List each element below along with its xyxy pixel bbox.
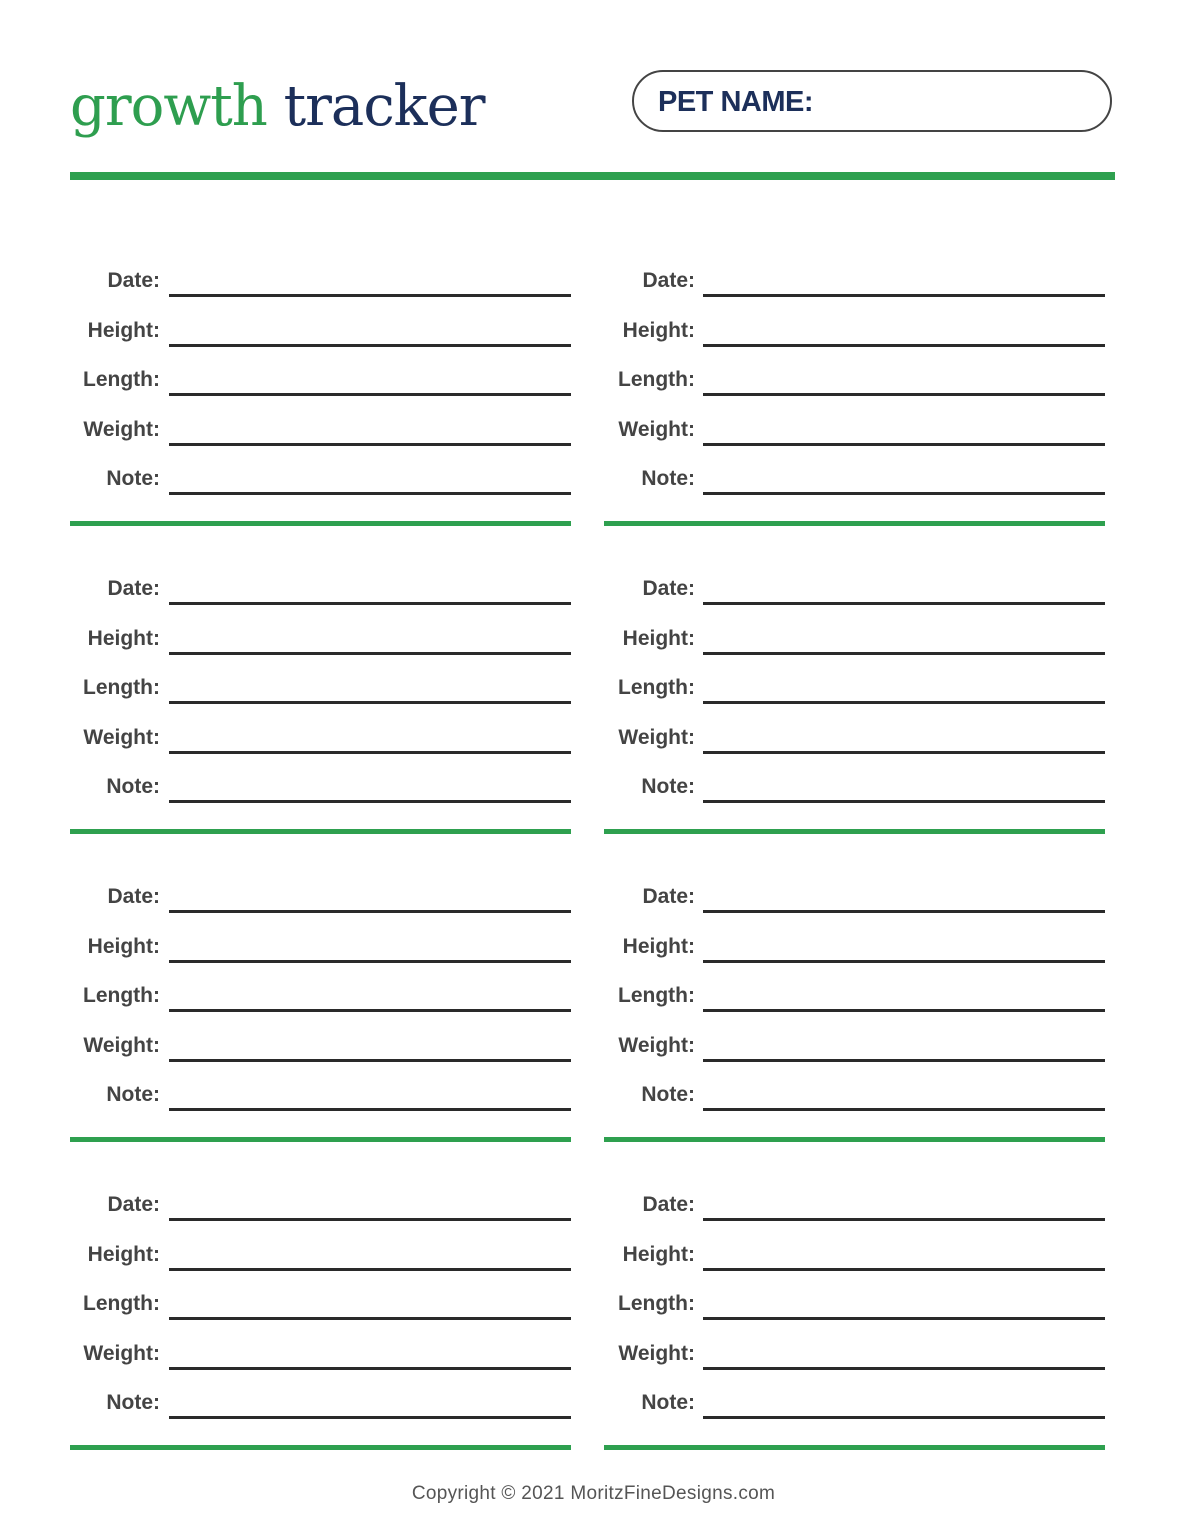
field-input-line-date[interactable]: [703, 910, 1105, 913]
entry-divider: [604, 1445, 1105, 1450]
field-input-line-height[interactable]: [703, 344, 1105, 347]
entry-divider: [70, 521, 571, 526]
field-input-line-date[interactable]: [169, 910, 571, 913]
field-label-date: Date:: [642, 885, 695, 908]
field-input-line-date[interactable]: [703, 294, 1105, 297]
field-label-weight: Weight:: [618, 1033, 695, 1057]
field-label-length: Length:: [618, 984, 695, 1007]
field-label-weight: Weight:: [83, 1341, 160, 1365]
field-input-line-length[interactable]: [169, 701, 571, 704]
field-input-line-note[interactable]: [703, 1108, 1105, 1111]
field-label-weight: Weight:: [618, 417, 695, 441]
field-input-line-weight[interactable]: [169, 443, 571, 446]
field-label-weight: Weight:: [83, 417, 160, 441]
title-tracker: tracker: [283, 74, 485, 139]
page-title: [70, 72, 485, 142]
field-input-line-height[interactable]: [169, 652, 571, 655]
field-input-line-weight[interactable]: [703, 1059, 1105, 1062]
field-label-note: Note:: [106, 467, 160, 490]
field-input-line-weight[interactable]: [703, 1367, 1105, 1370]
field-input-line-length[interactable]: [703, 393, 1105, 396]
field-label-note: Note:: [106, 775, 160, 798]
field-label-weight: Weight:: [618, 725, 695, 749]
field-input-line-length[interactable]: [169, 393, 571, 396]
field-input-line-height[interactable]: [169, 960, 571, 963]
field-label-height: Height:: [87, 318, 160, 342]
field-input-line-weight[interactable]: [169, 1367, 571, 1370]
field-label-note: Note:: [641, 775, 695, 798]
field-label-length: Length:: [83, 984, 160, 1007]
field-label-note: Note:: [641, 1391, 695, 1414]
field-input-line-height[interactable]: [703, 960, 1105, 963]
field-input-line-note[interactable]: [169, 1416, 571, 1419]
field-label-note: Note:: [106, 1391, 160, 1414]
field-label-length: Length:: [618, 1292, 695, 1315]
field-input-line-date[interactable]: [703, 602, 1105, 605]
pet-name-field[interactable]: [632, 70, 1112, 132]
field-input-line-height[interactable]: [169, 1268, 571, 1271]
field-label-length: Length:: [83, 676, 160, 699]
field-label-date: Date:: [107, 577, 160, 600]
field-label-note: Note:: [641, 467, 695, 490]
entry-divider: [70, 1137, 571, 1142]
field-input-line-length[interactable]: [169, 1317, 571, 1320]
field-label-date: Date:: [107, 885, 160, 908]
field-label-height: Height:: [622, 934, 695, 958]
field-label-date: Date:: [107, 1193, 160, 1216]
field-input-line-date[interactable]: [703, 1218, 1105, 1221]
field-label-date: Date:: [642, 269, 695, 292]
field-input-line-length[interactable]: [703, 1317, 1105, 1320]
field-input-line-note[interactable]: [703, 800, 1105, 803]
entry-divider: [604, 1137, 1105, 1142]
field-input-line-weight[interactable]: [169, 751, 571, 754]
field-input-line-height[interactable]: [703, 652, 1105, 655]
field-input-line-height[interactable]: [169, 344, 571, 347]
field-input-line-weight[interactable]: [703, 443, 1105, 446]
field-label-note: Note:: [106, 1083, 160, 1106]
field-label-height: Height:: [622, 318, 695, 342]
entry-divider: [604, 521, 1105, 526]
pet-name-label: PET NAME:: [658, 86, 813, 118]
entry-divider: [70, 1445, 571, 1450]
field-label-height: Height:: [87, 626, 160, 650]
field-input-line-length[interactable]: [169, 1009, 571, 1012]
entry-divider: [604, 829, 1105, 834]
field-input-line-height[interactable]: [703, 1268, 1105, 1271]
field-input-line-length[interactable]: [703, 1009, 1105, 1012]
field-label-height: Height:: [622, 1242, 695, 1266]
title-growth: growth: [70, 74, 267, 139]
field-input-line-date[interactable]: [169, 294, 571, 297]
field-label-length: Length:: [83, 1292, 160, 1315]
field-input-line-note[interactable]: [169, 800, 571, 803]
field-input-line-note[interactable]: [169, 1108, 571, 1111]
field-label-length: Length:: [618, 676, 695, 699]
field-label-height: Height:: [622, 626, 695, 650]
field-label-weight: Weight:: [618, 1341, 695, 1365]
field-input-line-length[interactable]: [703, 701, 1105, 704]
field-label-date: Date:: [107, 269, 160, 292]
field-label-weight: Weight:: [83, 725, 160, 749]
field-input-line-weight[interactable]: [169, 1059, 571, 1062]
copyright-footer: Copyright © 2021 MoritzFineDesigns.com: [411, 1483, 776, 1504]
field-label-weight: Weight:: [83, 1033, 160, 1057]
field-input-line-note[interactable]: [169, 492, 571, 495]
field-label-height: Height:: [87, 934, 160, 958]
field-input-line-note[interactable]: [703, 492, 1105, 495]
field-label-date: Date:: [642, 577, 695, 600]
field-input-line-date[interactable]: [169, 1218, 571, 1221]
field-label-length: Length:: [83, 368, 160, 391]
field-label-note: Note:: [641, 1083, 695, 1106]
entry-divider: [70, 829, 571, 834]
field-input-line-weight[interactable]: [703, 751, 1105, 754]
field-label-length: Length:: [618, 368, 695, 391]
field-label-height: Height:: [87, 1242, 160, 1266]
field-input-line-date[interactable]: [169, 602, 571, 605]
header-divider: [70, 172, 1115, 180]
field-label-date: Date:: [642, 1193, 695, 1216]
field-input-line-note[interactable]: [703, 1416, 1105, 1419]
